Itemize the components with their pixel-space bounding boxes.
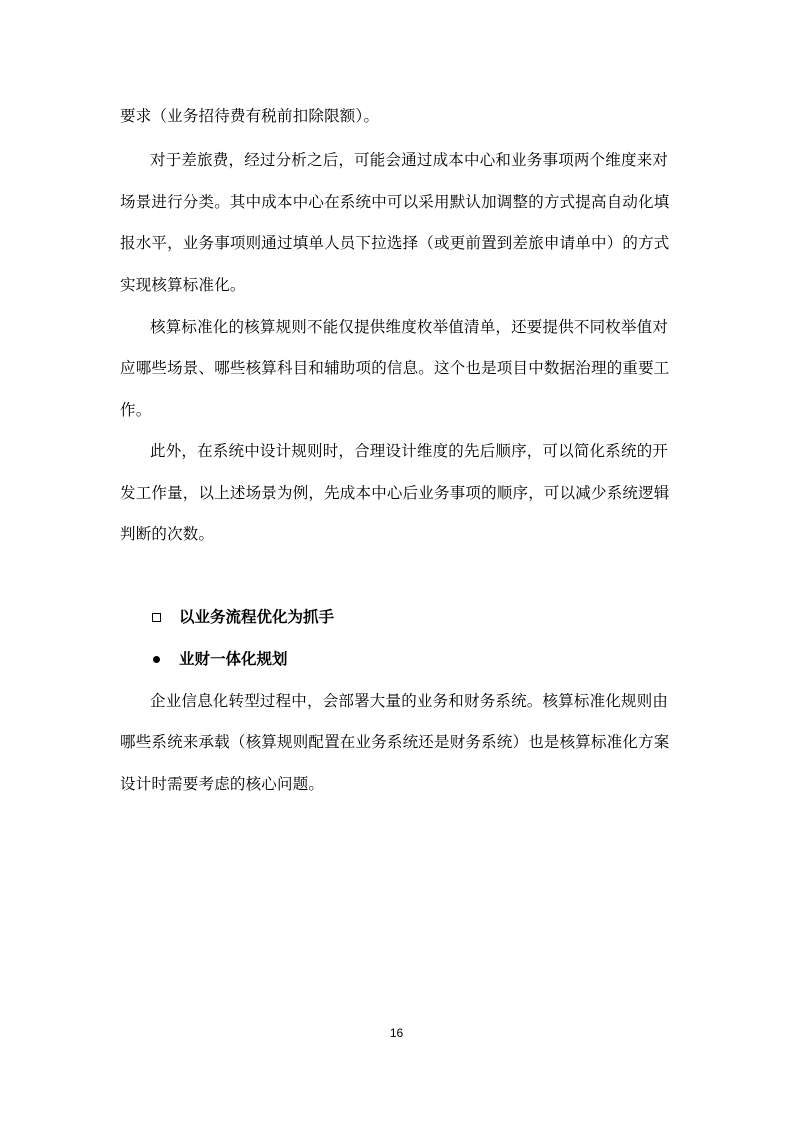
paragraph-line: 哪些系统来承载（核算规则配置在业务系统还是财务系统）也是核算标准化方案	[120, 733, 670, 751]
paragraph-line: 企业信息化转型过程中，会部署大量的业务和财务系统。核算标准化规则由	[150, 692, 669, 710]
paragraph-line: 对于差旅费，经过分析之后，可能会通过成本中心和业务事项两个维度来对	[150, 151, 669, 169]
paragraph-line: 场景进行分类。其中成本中心在系统中可以采用默认加调整的方式提高自动化填	[120, 193, 670, 211]
paragraph-line: 实现核算标准化。	[120, 276, 246, 294]
paragraph-line: 要求（业务招待费有税前扣除限额）。	[120, 107, 380, 125]
page-number: 16	[389, 1026, 404, 1040]
paragraph-line: 作。	[120, 401, 152, 419]
paragraph-line: 应哪些场景、哪些核算科目和辅助项的信息。这个也是项目中数据治理的重要工	[120, 359, 670, 377]
section-heading-text: 以业务流程优化为抓手	[179, 608, 335, 626]
paragraph-line: 判断的次数。	[120, 525, 215, 543]
section-heading	[150, 606, 334, 628]
paragraph-line: 发工作量，以上述场景为例，先成本中心后业务事项的顺序，可以减少系统逻辑	[120, 484, 670, 502]
subsection-heading-text: 业财一体化规划	[179, 650, 288, 668]
paragraph-line: 核算标准化的核算规则不能仅提供维度枚举值清单，还要提供不同枚举值对	[150, 318, 669, 336]
dot-bullet-icon	[153, 656, 160, 663]
checkbox-bullet-icon	[152, 613, 161, 622]
paragraph-line: 设计时需要考虑的核心问题。	[120, 775, 325, 793]
paragraph-line: 报水平，业务事项则通过填单人员下拉选择（或更前置到差旅申请单中）的方式	[120, 234, 670, 252]
subsection-heading	[150, 648, 288, 670]
paragraph-line: 此外，在系统中设计规则时，合理设计维度的先后顺序，可以简化系统的开	[150, 442, 669, 460]
